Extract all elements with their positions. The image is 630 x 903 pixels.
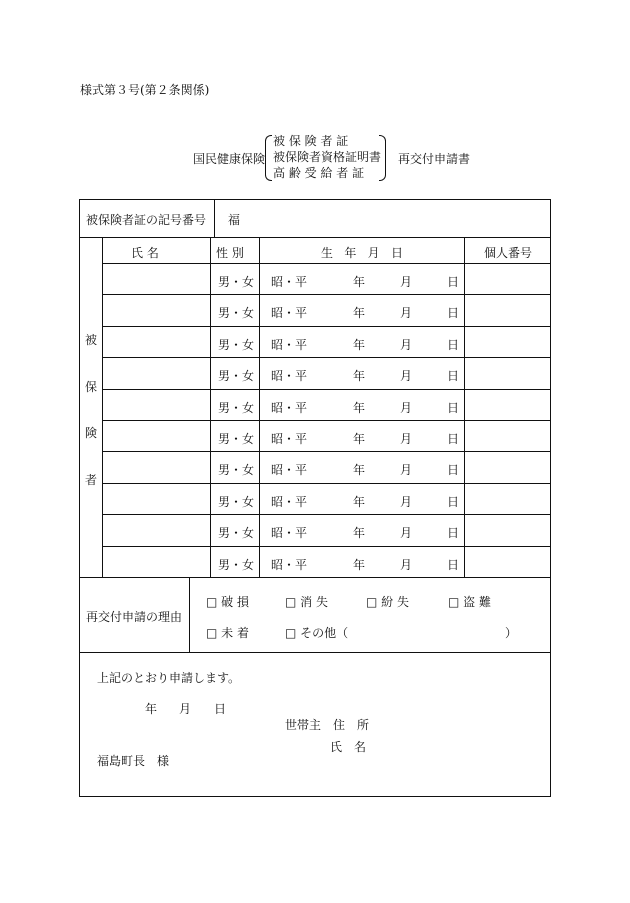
col-divider-name bbox=[210, 238, 211, 578]
era-options[interactable]: 昭・平 bbox=[271, 400, 308, 415]
era-options[interactable]: 昭・平 bbox=[271, 306, 308, 321]
birth-month-unit: 月 bbox=[400, 557, 413, 572]
name-field[interactable] bbox=[104, 359, 208, 386]
era-options[interactable]: 昭・平 bbox=[271, 275, 308, 289]
declaration-statement: 上記のとおり申請します。 bbox=[97, 671, 241, 685]
birth-day-unit: 日 bbox=[447, 369, 460, 384]
title-suffix: 再交付申請書 bbox=[398, 152, 471, 166]
side-label-4: 者 bbox=[85, 473, 98, 487]
sex-options[interactable]: 男・女 bbox=[218, 369, 255, 384]
birth-month-unit: 月 bbox=[400, 526, 413, 541]
col-divider-sex bbox=[259, 238, 260, 578]
birth-year-unit: 年 bbox=[353, 463, 366, 478]
personal-number-field[interactable] bbox=[466, 296, 549, 323]
reason-not-arrived[interactable]: □ 未 着 bbox=[206, 626, 249, 640]
form-title bbox=[193, 133, 483, 183]
name-field[interactable] bbox=[104, 548, 208, 575]
sex-options[interactable]: 男・女 bbox=[218, 494, 255, 509]
name-field[interactable] bbox=[104, 485, 208, 512]
title-option-1: 被 保 険 者 証 bbox=[273, 134, 349, 148]
row-line bbox=[102, 294, 551, 295]
header-birth bbox=[321, 244, 403, 261]
col-divider-birth bbox=[464, 238, 465, 578]
personal-number-field[interactable] bbox=[466, 422, 549, 449]
era-options[interactable]: 昭・平 bbox=[271, 369, 308, 384]
header-personal-number: 個人番号 bbox=[484, 246, 533, 260]
side-label-1: 被 bbox=[85, 333, 98, 347]
personal-number-field[interactable] bbox=[466, 328, 549, 355]
row-line bbox=[79, 237, 551, 238]
birth-year-unit: 年 bbox=[353, 494, 366, 509]
name-field[interactable] bbox=[104, 516, 208, 543]
birth-day-unit: 日 bbox=[447, 526, 460, 541]
birth-month-unit: 月 bbox=[400, 306, 413, 321]
birth-year-unit: 年 bbox=[353, 275, 366, 289]
header-birth-4: 日 bbox=[390, 246, 403, 260]
birth-day-unit: 日 bbox=[447, 337, 460, 352]
left-brace bbox=[265, 135, 272, 181]
era-options[interactable]: 昭・平 bbox=[271, 463, 308, 478]
personal-number-field[interactable] bbox=[466, 453, 549, 480]
reason-label: 再交付申請の理由 bbox=[86, 610, 183, 624]
title-options bbox=[273, 133, 381, 181]
row-line bbox=[102, 514, 551, 515]
era-options[interactable]: 昭・平 bbox=[271, 494, 308, 509]
reason-damaged[interactable]: □ 破 損 bbox=[206, 595, 249, 609]
title-option-2: 被保険者資格証明書 bbox=[273, 150, 382, 164]
row-line bbox=[102, 326, 551, 327]
date-year: 年 bbox=[145, 702, 158, 716]
sex-options[interactable]: 男・女 bbox=[218, 557, 255, 572]
personal-number-field[interactable] bbox=[466, 485, 549, 512]
sex-options[interactable]: 男・女 bbox=[218, 275, 255, 289]
addressee: 福島町長 様 bbox=[97, 754, 170, 768]
header-birth-3: 月 bbox=[367, 246, 380, 260]
birth-month-unit: 月 bbox=[400, 275, 413, 289]
sex-options[interactable]: 男・女 bbox=[218, 526, 255, 541]
row-line bbox=[102, 451, 551, 452]
row-line bbox=[102, 263, 551, 264]
sex-options[interactable]: 男・女 bbox=[218, 432, 255, 446]
title-option-3: 高 齢 受 給 者 証 bbox=[273, 166, 365, 180]
sex-options[interactable]: 男・女 bbox=[218, 400, 255, 415]
name-field[interactable] bbox=[104, 391, 208, 418]
birth-month-unit: 月 bbox=[400, 337, 413, 352]
birth-year-unit: 年 bbox=[353, 369, 366, 384]
birth-day-unit: 日 bbox=[447, 306, 460, 321]
side-label-3: 険 bbox=[85, 426, 98, 440]
birth-year-unit: 年 bbox=[353, 557, 366, 572]
birth-month-unit: 月 bbox=[400, 400, 413, 415]
reason-stolen[interactable]: □ 盗 難 bbox=[448, 595, 491, 609]
birth-day-unit: 日 bbox=[447, 494, 460, 509]
personal-number-field[interactable] bbox=[466, 359, 549, 386]
birth-year-unit: 年 bbox=[353, 432, 366, 446]
date-day: 日 bbox=[214, 702, 227, 716]
symbol-label: 被保険者証の記号番号 bbox=[86, 213, 207, 227]
reason-other[interactable]: □ その他（ bbox=[285, 626, 349, 640]
birth-day-unit: 日 bbox=[447, 400, 460, 415]
personal-number-field[interactable] bbox=[466, 265, 549, 292]
birth-year-unit: 年 bbox=[353, 400, 366, 415]
form-number: 様式第３号(第２条関係) bbox=[80, 83, 210, 97]
reason-lost[interactable]: □ 消 失 bbox=[285, 595, 328, 609]
header-birth-2: 年 bbox=[344, 246, 357, 260]
era-options[interactable]: 昭・平 bbox=[271, 337, 308, 352]
name-field[interactable] bbox=[104, 265, 208, 292]
name-field[interactable] bbox=[104, 453, 208, 480]
birth-month-unit: 月 bbox=[400, 463, 413, 478]
row-line bbox=[102, 546, 551, 547]
row-line bbox=[102, 389, 551, 390]
row-line bbox=[79, 652, 551, 653]
householder-name-label: 氏 名 bbox=[330, 740, 367, 754]
row-line bbox=[79, 577, 551, 578]
row-line bbox=[102, 420, 551, 421]
birth-month-unit: 月 bbox=[400, 432, 413, 446]
birth-day-unit: 日 bbox=[447, 275, 460, 289]
personal-number-field[interactable] bbox=[466, 516, 549, 543]
header-name: 氏 名 bbox=[131, 246, 159, 260]
sex-options[interactable]: 男・女 bbox=[218, 306, 255, 321]
birth-day-unit: 日 bbox=[447, 557, 460, 572]
birth-year-unit: 年 bbox=[353, 526, 366, 541]
title-prefix: 国民健康保険 bbox=[193, 152, 266, 166]
header-birth-1: 生 bbox=[321, 246, 334, 260]
symbol-divider bbox=[214, 200, 215, 238]
side-divider bbox=[102, 238, 103, 578]
era-options[interactable]: 昭・平 bbox=[271, 432, 308, 446]
reason-other-close: ） bbox=[505, 626, 518, 640]
row-line bbox=[102, 483, 551, 484]
householder-address-label: 世帯主 住 所 bbox=[285, 718, 370, 732]
date-month: 月 bbox=[179, 702, 192, 716]
reason-divider bbox=[189, 578, 190, 652]
era-options[interactable]: 昭・平 bbox=[271, 557, 308, 572]
personal-number-field[interactable] bbox=[466, 391, 549, 418]
symbol-value[interactable]: 福 bbox=[228, 213, 241, 227]
sex-options[interactable]: 男・女 bbox=[218, 337, 255, 352]
birth-year-unit: 年 bbox=[353, 337, 366, 352]
row-line bbox=[102, 357, 551, 358]
name-field[interactable] bbox=[104, 328, 208, 355]
birth-month-unit: 月 bbox=[400, 369, 413, 384]
reason-missing[interactable]: □ 紛 失 bbox=[366, 595, 409, 609]
personal-number-field[interactable] bbox=[466, 548, 549, 575]
name-field[interactable] bbox=[104, 422, 208, 449]
header-sex: 性 別 bbox=[216, 246, 244, 260]
side-label-2: 保 bbox=[85, 380, 98, 394]
birth-day-unit: 日 bbox=[447, 432, 460, 446]
right-brace bbox=[379, 135, 386, 181]
sex-options[interactable]: 男・女 bbox=[218, 463, 255, 478]
name-field[interactable] bbox=[104, 296, 208, 323]
birth-day-unit: 日 bbox=[447, 463, 460, 478]
birth-month-unit: 月 bbox=[400, 494, 413, 509]
birth-year-unit: 年 bbox=[353, 306, 366, 321]
era-options[interactable]: 昭・平 bbox=[271, 526, 308, 541]
